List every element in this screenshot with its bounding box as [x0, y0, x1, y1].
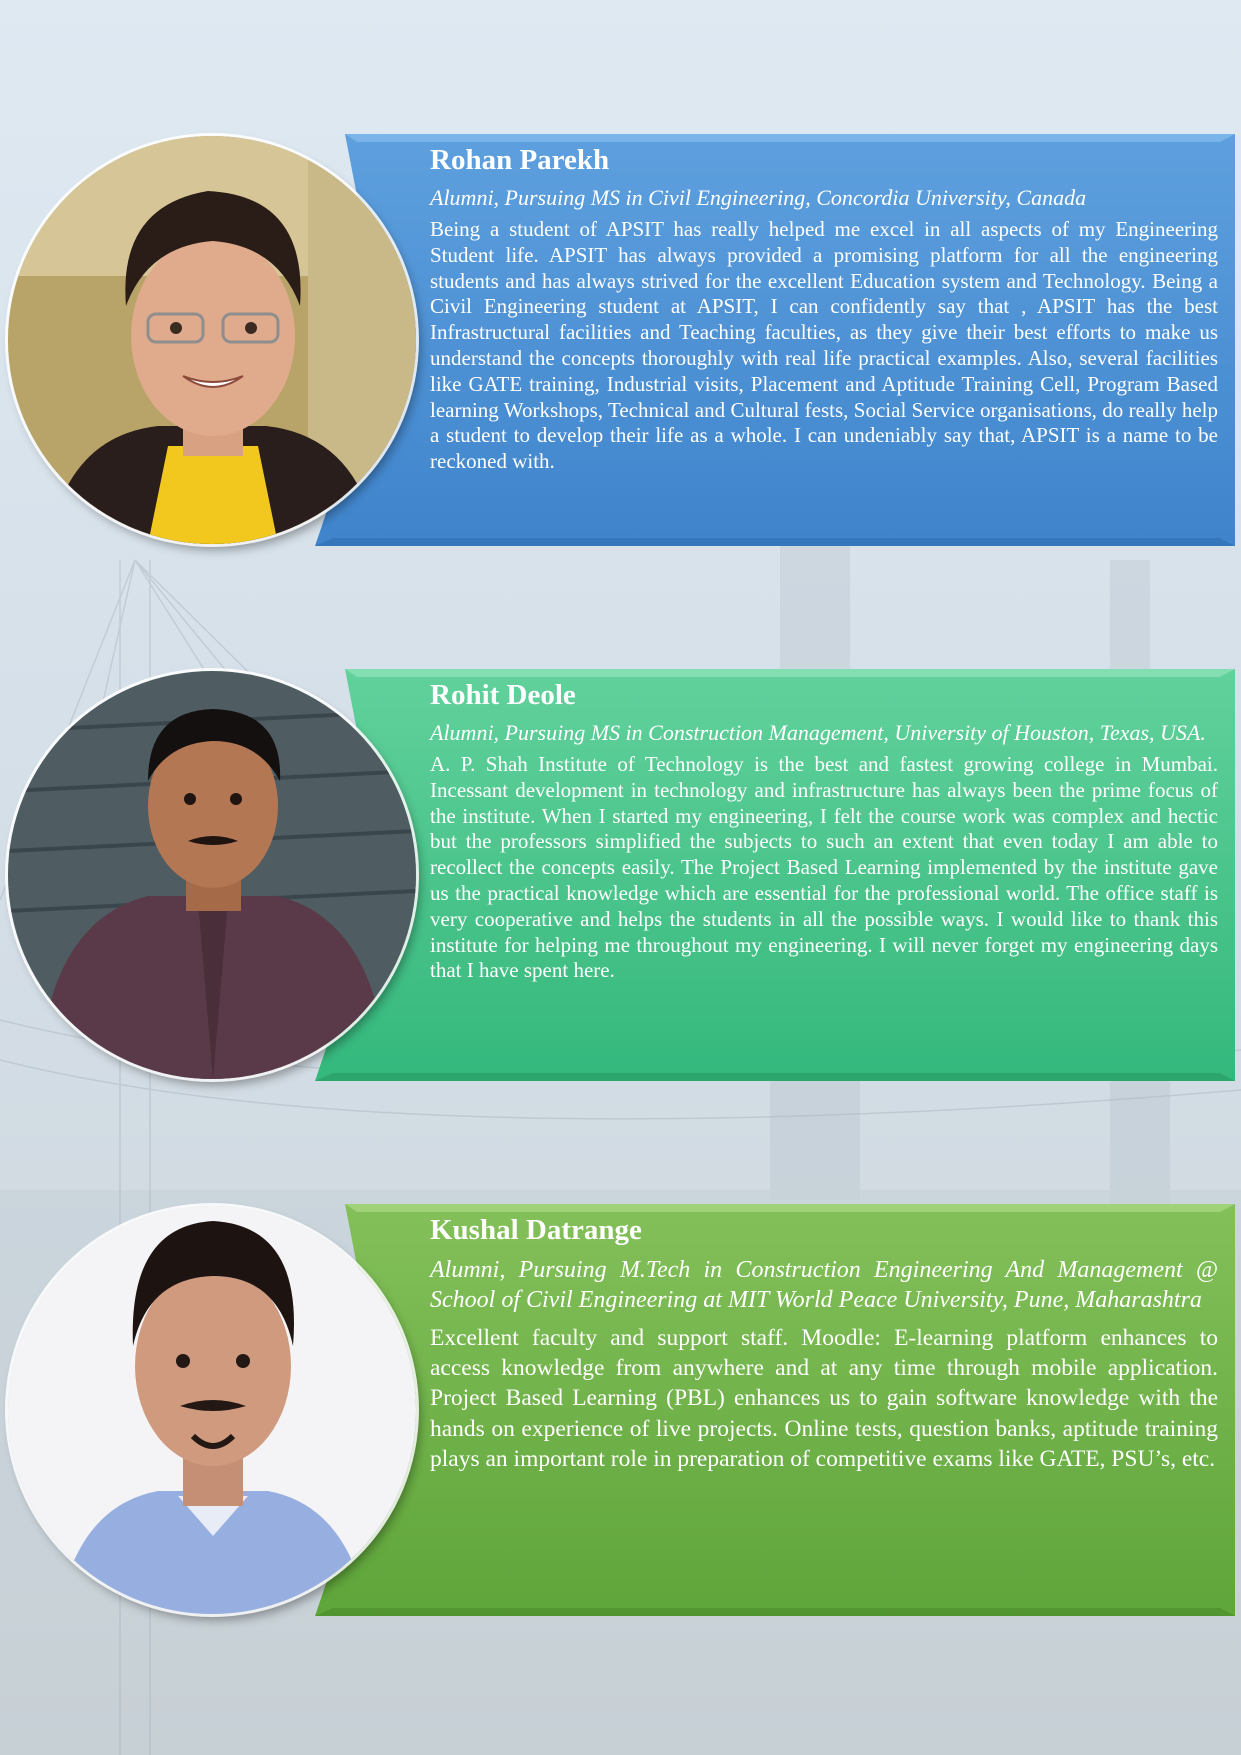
testimonial-card-rohan — [0, 134, 1241, 546]
alumni-quote: Being a student of APSIT has really helped me excel in all aspects of my Engineering Student life. APSIT has always provided a promising platform for all the engineering students and has always strived for the excellent Education system and Technology. Being a Civil Engineering student at APSIT, I can confidently say that , APSIT has the best Infrastructural facilities and Teaching faculties, as they give their best efforts to make us understand the concepts thoroughly with real life practical examples. Also, several facilities like GATE training, Industrial visits, Placement and Aptitude Training Cell, Program Based learning Workshops, Technical and Cultural fests, Social Service organisations, do really help a student to develop their life as a whole. I can undeniably say that, APSIT is a name to be reckoned with. — [430, 217, 1218, 474]
alumni-name: Rohan Parekh — [430, 144, 610, 176]
testimonial-card-rohit — [0, 669, 1241, 1081]
alumni-name: Rohit Deole — [430, 679, 576, 711]
alumni-role: Alumni, Pursuing M.Tech in Construction Engineering And Management @ School of Civil Engineering at MIT World Peace University, Pune, Maharashtra — [430, 1257, 1218, 1313]
alumni-quote: Excellent faculty and support staff. Moodle: E-learning platform enhances to access knowledge from anywhere and at any time through mobile application. Project Based Learning (PBL) enhances us to gain software knowledge with the hands on experience of live projects. Online tests, question banks, aptitude training plays an important role in preparation of competitive exams like GATE, PSU’s, etc. — [430, 1325, 1218, 1472]
alumni-name: Kushal Datrange — [430, 1214, 642, 1246]
alumni-role: Alumni, Pursuing MS in Construction Management, University of Houston, Texas, USA. — [430, 720, 1206, 745]
avatar-kushal-datrange — [8, 1206, 416, 1614]
avatar-rohan-parekh — [8, 136, 416, 544]
alumni-role: Alumni, Pursuing MS in Civil Engineering, Concordia University, Canada — [430, 185, 1087, 210]
alumni-quote: A. P. Shah Institute of Technology is the best and fastest growing college in Mumbai. Incessant development in technology and infrastructure has always been the prime focus of the institute. When I started my engineering, I felt the course work was complex and hectic but the professors simplified the subjects to such an extent that even today I am able to recollect the concepts easily. The Project Based Learning implemented by the institute gave us the practical knowledge which are essential for the professional world. The office staff is very cooperative and helps the students in all the possible ways. I would like to thank this institute for helping me throughout my engineering. I will never forget my engineering days that I have spent here. — [430, 752, 1218, 983]
testimonial-card-kushal — [0, 1204, 1241, 1616]
avatar-rohit-deole — [8, 671, 416, 1079]
